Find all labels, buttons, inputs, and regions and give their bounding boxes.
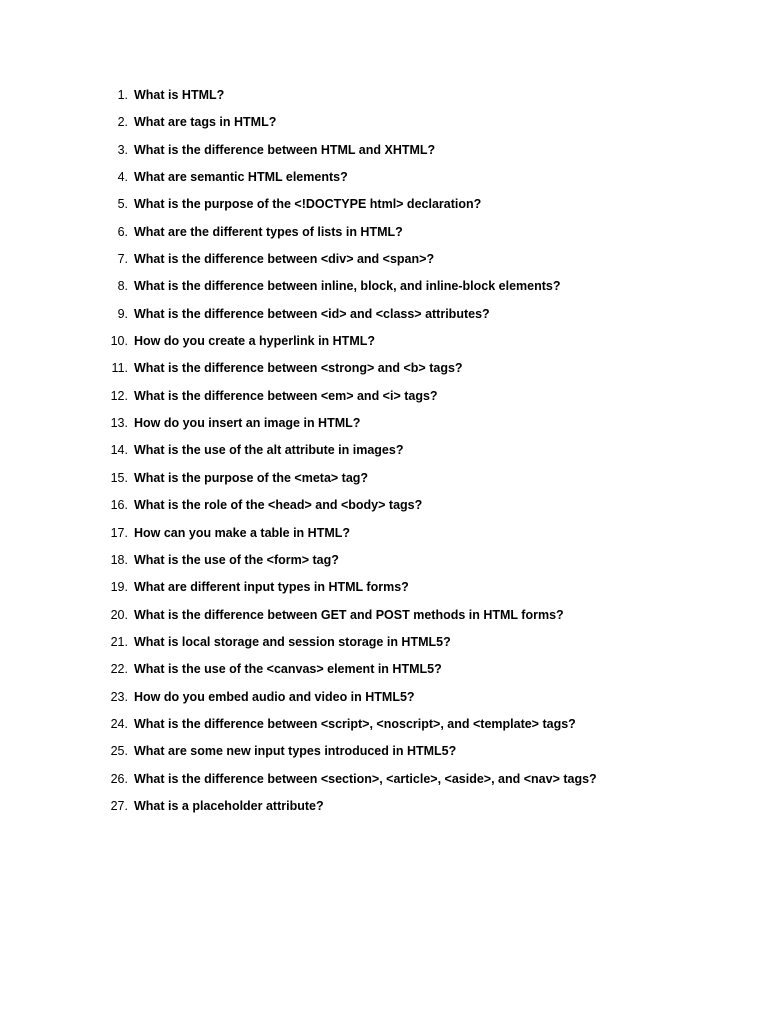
question-list: [100, 86, 740, 824]
question-number: 12.: [110, 388, 128, 403]
list-item: [100, 359, 740, 386]
question-text: What are some new input types introduced in HTML5?: [134, 744, 457, 759]
question-number: 17.: [110, 525, 128, 540]
list-item: [100, 168, 740, 195]
question-text: What is the difference between <id> and <class> attributes?: [134, 306, 490, 321]
list-item: [100, 195, 740, 222]
list-item: [100, 633, 740, 660]
list-item: [100, 578, 740, 605]
list-item: [100, 223, 740, 250]
question-text: What is the use of the <form> tag?: [134, 552, 339, 567]
question-number: 14.: [110, 443, 128, 458]
question-text: What is the difference between HTML and XHTML?: [134, 142, 436, 157]
question-number: 4.: [117, 170, 128, 185]
list-item: [100, 332, 740, 359]
question-text: How do you create a hyperlink in HTML?: [134, 334, 376, 349]
list-item: [100, 524, 740, 551]
question-number: 3.: [117, 142, 128, 157]
list-item: [100, 715, 740, 742]
question-number: 27.: [110, 798, 128, 813]
list-item: [100, 742, 740, 769]
list-item: [100, 141, 740, 168]
list-item: [100, 305, 740, 332]
question-number: 10.: [110, 334, 128, 349]
question-text: How do you insert an image in HTML?: [134, 416, 361, 431]
question-number: 13.: [110, 416, 128, 431]
list-item: [100, 414, 740, 441]
list-item: [100, 688, 740, 715]
question-number: 19.: [110, 580, 128, 595]
question-number: 1.: [117, 88, 128, 102]
question-number: 15.: [110, 470, 128, 485]
question-number: 20.: [110, 607, 128, 622]
question-number: 26.: [110, 771, 128, 786]
question-number: 16.: [110, 498, 128, 513]
list-item: [100, 797, 740, 824]
question-number: 6.: [117, 224, 128, 239]
question-text: What is the difference between <section>, <article>, <aside>, and <nav> tags?: [134, 771, 597, 786]
list-item: [100, 496, 740, 523]
question-text: What is the use of the <canvas> element in HTML5?: [134, 662, 442, 677]
question-text: What is local storage and session storage in HTML5?: [134, 634, 451, 649]
question-number: 24.: [110, 716, 128, 731]
question-text: What are tags in HTML?: [134, 115, 277, 130]
question-number: 11.: [111, 361, 128, 376]
list-item: [100, 86, 740, 113]
question-text: What is HTML?: [134, 88, 225, 102]
list-item: [100, 660, 740, 687]
question-number: 9.: [117, 306, 128, 321]
question-number: 18.: [110, 552, 128, 567]
question-text: What is the difference between inline, block, and inline-block elements?: [134, 279, 561, 294]
question-number: 23.: [110, 689, 128, 704]
question-number: 8.: [117, 279, 128, 294]
question-text: What is the purpose of the <!DOCTYPE html> declaration?: [134, 197, 482, 212]
question-text: What is the purpose of the <meta> tag?: [134, 470, 369, 485]
question-text: What is the difference between <em> and <i> tags?: [134, 388, 438, 403]
question-number: 2.: [117, 115, 128, 130]
question-text: How can you make a table in HTML?: [134, 525, 351, 540]
list-item: [100, 469, 740, 496]
question-number: 21.: [110, 634, 128, 649]
list-item: [100, 606, 740, 633]
list-item: [100, 250, 740, 277]
question-text: What are semantic HTML elements?: [134, 170, 348, 185]
question-text: What is the difference between <div> and <span>?: [134, 252, 435, 267]
question-number: 25.: [110, 744, 128, 759]
question-text: How do you embed audio and video in HTML5?: [134, 689, 415, 704]
question-number: 5.: [117, 197, 128, 212]
question-number: 22.: [110, 662, 128, 677]
question-number: 7.: [117, 252, 128, 267]
question-text: What is the role of the <head> and <body> tags?: [134, 498, 423, 513]
question-text: What are the different types of lists in HTML?: [134, 224, 403, 239]
question-text: What is the difference between GET and POST methods in HTML forms?: [134, 607, 564, 622]
list-item: [100, 113, 740, 140]
list-item: [100, 551, 740, 578]
question-text: What is the use of the alt attribute in images?: [134, 443, 404, 458]
question-text: What is a placeholder attribute?: [134, 798, 324, 813]
list-item: [100, 277, 740, 304]
list-item: [100, 441, 740, 468]
question-text: What are different input types in HTML forms?: [134, 580, 409, 595]
list-item: [100, 770, 740, 797]
question-text: What is the difference between <strong> and <b> tags?: [134, 361, 463, 376]
list-item: [100, 387, 740, 414]
question-text: What is the difference between <script>, <noscript>, and <template> tags?: [134, 716, 576, 731]
